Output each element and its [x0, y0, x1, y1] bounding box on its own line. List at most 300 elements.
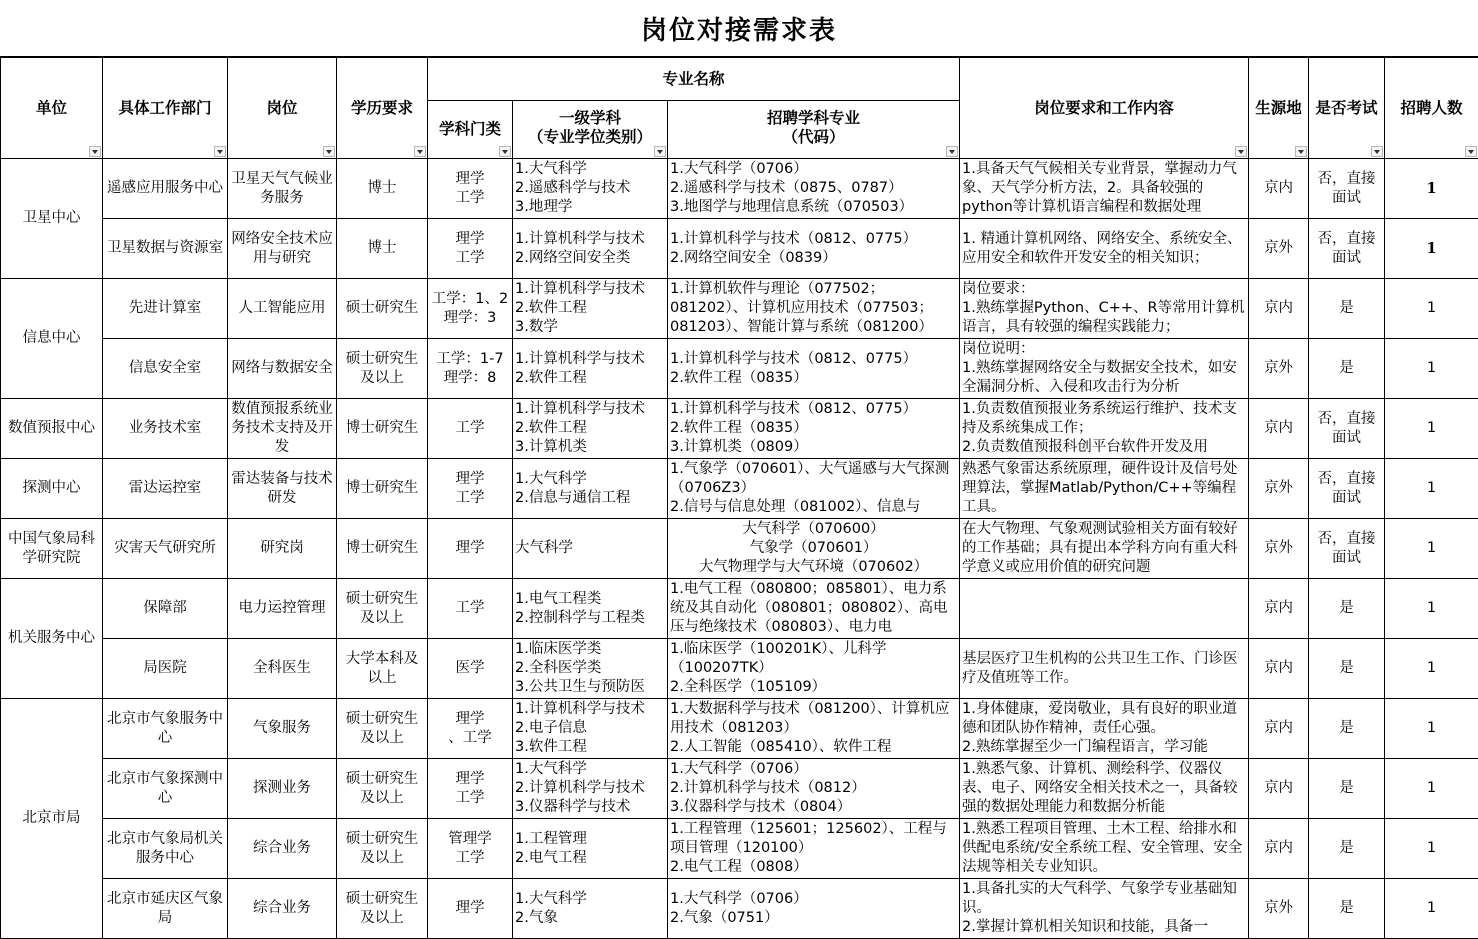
requirements-cell-text: 岗位要求： 1.熟练掌握Python、C++、R等常用计算机语言，具有较强的编程实践能力；	[962, 281, 1245, 335]
requirements-cell	[960, 399, 1249, 459]
exam-cell	[1309, 339, 1385, 399]
exam-cell	[1309, 519, 1385, 579]
level1-cell-text: 1.计算机科学与技术 2.网络空间安全类	[515, 230, 645, 266]
recruit-cell	[668, 699, 960, 759]
exam-cell	[1309, 759, 1385, 819]
dept-cell-text: 北京市气象局机关服务中心	[107, 830, 223, 866]
unit-cell	[1, 279, 103, 399]
recruit-cell	[668, 639, 960, 699]
category-cell-text: 理学	[455, 900, 485, 916]
category-cell-text: 医学	[455, 660, 485, 676]
category-cell	[428, 459, 513, 519]
filter-dropdown-edu[interactable]	[414, 146, 426, 157]
source-cell	[1249, 579, 1309, 639]
header-recruit: 招聘学科专业 （代码）	[668, 101, 960, 159]
level1-cell	[513, 639, 668, 699]
recruit-cell-text: 1.气象学（070601）、大气遥感与大气探测（0706Z3） 2.信号与信息处理（081002）、信息与	[670, 461, 950, 515]
count-cell-text: 1	[1426, 300, 1437, 316]
dept-cell	[103, 879, 228, 939]
source-cell-text: 京内	[1264, 300, 1294, 316]
category-cell-text: 理学 、工学	[448, 710, 492, 746]
post-cell-text: 数值预报系统业务技术支持及开发	[231, 401, 333, 455]
unit-cell	[1, 699, 103, 939]
recruit-cell	[668, 279, 960, 339]
post-cell	[228, 639, 337, 699]
requirements-cell	[960, 759, 1249, 819]
source-cell-text: 京内	[1264, 600, 1294, 616]
dept-cell-text: 北京市延庆区气象局	[107, 890, 223, 926]
requirements-cell	[960, 219, 1249, 279]
level1-cell	[513, 279, 668, 339]
count-cell	[1385, 879, 1478, 939]
source-cell-text: 京外	[1264, 480, 1294, 496]
category-cell	[428, 399, 513, 459]
count-cell	[1385, 399, 1478, 459]
dept-cell	[103, 819, 228, 879]
category-cell-text: 理学 工学	[455, 770, 485, 806]
requirements-cell-text: 1.熟悉气象、计算机、测绘科学、仪器仪表、电子、网络安全相关技术之一，具备较强的数据处理能力和数据分析能	[962, 761, 1238, 815]
edu-cell	[337, 759, 428, 819]
edu-cell-text: 博士研究生	[345, 540, 419, 556]
level1-cell-text: 1.电气工程类 2.控制科学与工程类	[515, 590, 645, 626]
recruit-cell	[668, 819, 960, 879]
source-cell	[1249, 759, 1309, 819]
source-cell-text: 京内	[1264, 180, 1294, 196]
filter-dropdown-requirements[interactable]	[1235, 146, 1247, 157]
source-cell	[1249, 879, 1309, 939]
level1-cell-text: 大气科学	[515, 540, 573, 556]
unit-cell-text: 信息中心	[22, 330, 81, 346]
table-row	[1, 639, 1478, 699]
edu-cell	[337, 879, 428, 939]
dept-cell-text: 先进计算室	[128, 300, 202, 316]
exam-cell-text: 是	[1339, 780, 1354, 796]
post-cell-text: 人工智能应用	[238, 300, 326, 316]
edu-cell	[337, 399, 428, 459]
count-cell	[1385, 279, 1478, 339]
recruit-cell-text: 1.计算机科学与技术（0812、0775） 2.软件工程（0835）	[670, 350, 918, 386]
count-cell	[1385, 219, 1478, 279]
level1-cell-text: 1.计算机科学与技术 2.软件工程	[515, 350, 645, 386]
header-count: 招聘人数	[1385, 58, 1478, 159]
level1-cell	[513, 699, 668, 759]
exam-cell-text: 是	[1339, 600, 1354, 616]
edu-cell	[337, 219, 428, 279]
unit-cell-text: 中国气象局科学研究院	[8, 530, 95, 566]
count-cell-text: 1	[1426, 840, 1437, 856]
exam-cell	[1309, 579, 1385, 639]
exam-cell	[1309, 159, 1385, 219]
level1-cell	[513, 879, 668, 939]
count-cell-text: 1	[1426, 420, 1437, 436]
exam-cell-text: 否，直接面试	[1317, 230, 1376, 266]
dept-cell	[103, 339, 228, 399]
exam-cell	[1309, 279, 1385, 339]
count-cell	[1385, 579, 1478, 639]
requirements-cell-text: 1. 精通计算机网络、网络安全、系统安全、应用安全和软件开发安全的相关知识；	[962, 230, 1242, 266]
unit-cell-text: 北京市局	[22, 810, 81, 826]
category-cell-text: 工学：1-7 理学：8	[436, 350, 504, 386]
source-cell	[1249, 699, 1309, 759]
category-cell	[428, 819, 513, 879]
level1-cell-text: 1.大气科学 2.计算机科学与技术 3.仪器科学与技术	[515, 761, 645, 815]
requirements-cell	[960, 279, 1249, 339]
post-cell	[228, 879, 337, 939]
category-cell	[428, 279, 513, 339]
source-cell	[1249, 219, 1309, 279]
level1-cell	[513, 339, 668, 399]
post-cell-text: 网络安全技术应用与研究	[231, 230, 333, 266]
edu-cell-text: 博士研究生	[345, 420, 419, 436]
count-cell-text: 1	[1426, 480, 1437, 496]
header-unit: 单位	[1, 58, 103, 159]
filter-dropdown-category[interactable]	[499, 146, 511, 157]
category-cell	[428, 579, 513, 639]
edu-cell-text: 博士研究生	[345, 480, 419, 496]
requirements-cell-text: 1.负责数值预报业务系统运行维护、技术支持及系统集成工作； 2.负责数值预报科创平台软件开发及用	[962, 401, 1237, 455]
dept-cell	[103, 759, 228, 819]
edu-cell	[337, 819, 428, 879]
category-cell	[428, 219, 513, 279]
source-cell	[1249, 399, 1309, 459]
dept-cell-text: 灾害天气研究所	[114, 540, 216, 556]
recruit-cell-text: 1.临床医学（100201K）、儿科学（100207TK） 2.全科医学（105109）	[670, 641, 887, 695]
dept-cell-text: 保障部	[143, 600, 187, 616]
post-cell	[228, 159, 337, 219]
count-cell-text: 1	[1426, 600, 1437, 616]
source-cell	[1249, 819, 1309, 879]
edu-cell	[337, 699, 428, 759]
category-cell-text: 理学 工学	[455, 170, 485, 206]
recruit-cell-text: 1.计算机软件与理论（077502；081202）、计算机应用技术（077503；081203）、智能计算与系统（081200）	[670, 281, 933, 335]
table-row	[1, 819, 1478, 879]
requirements-cell	[960, 519, 1249, 579]
post-cell-text: 全科医生	[253, 660, 311, 676]
header-requirements: 岗位要求和工作内容	[960, 58, 1249, 159]
requirements-cell	[960, 879, 1249, 939]
dept-cell	[103, 519, 228, 579]
category-cell-text: 理学 工学	[455, 230, 485, 266]
count-cell	[1385, 819, 1478, 879]
level1-cell	[513, 519, 668, 579]
filter-dropdown-level1[interactable]	[654, 146, 666, 157]
level1-cell-text: 1.工程管理 2.电气工程	[515, 830, 587, 866]
dept-cell	[103, 219, 228, 279]
edu-cell-text: 硕士研究生及以上	[345, 890, 419, 926]
source-cell	[1249, 159, 1309, 219]
edu-cell	[337, 279, 428, 339]
source-cell	[1249, 339, 1309, 399]
edu-cell	[337, 519, 428, 579]
post-cell	[228, 519, 337, 579]
post-cell-text: 综合业务	[253, 900, 311, 916]
dept-cell-text: 北京市气象探测中心	[107, 770, 223, 806]
requirements-cell-text: 基层医疗卫生机构的公共卫生工作、门诊医疗及值班等工作。	[962, 650, 1238, 686]
exam-cell-text: 否，直接面试	[1317, 410, 1376, 446]
requirements-cell	[960, 159, 1249, 219]
level1-cell	[513, 759, 668, 819]
post-cell	[228, 579, 337, 639]
table-row	[1, 219, 1478, 279]
recruit-cell-text: 1.大气科学（0706） 2.遥感科学与技术（0875、0787） 3.地图学与地理信息系统（070503）	[670, 161, 914, 215]
requirements-cell-text: 岗位说明： 1.熟练掌握网络安全与数据安全技术，如安全漏洞分析、入侵和攻击行为分析	[962, 341, 1237, 395]
requirements-cell-text: 熟悉气象雷达系统原理，硬件设计及信号处理算法，掌握Matlab/Python/C++等编程工具。	[962, 461, 1238, 515]
category-cell-text: 工学	[455, 420, 485, 436]
recruit-cell	[668, 459, 960, 519]
exam-cell	[1309, 699, 1385, 759]
dept-cell	[103, 279, 228, 339]
exam-cell	[1309, 639, 1385, 699]
table-row	[1, 279, 1478, 339]
unit-cell-text: 探测中心	[22, 480, 81, 496]
requirements-cell	[960, 459, 1249, 519]
source-cell-text: 京内	[1264, 720, 1294, 736]
source-cell	[1249, 279, 1309, 339]
requirements-cell	[960, 639, 1249, 699]
dept-cell-text: 雷达运控室	[128, 480, 202, 496]
edu-cell	[337, 339, 428, 399]
count-cell-text: 1	[1426, 360, 1437, 376]
job-requirements-table	[0, 57, 1478, 939]
source-cell-text: 京内	[1264, 840, 1294, 856]
post-cell-text: 雷达装备与技术研发	[231, 470, 333, 506]
post-cell	[228, 399, 337, 459]
post-cell-text: 综合业务	[253, 840, 311, 856]
edu-cell-text: 硕士研究生及以上	[345, 770, 419, 806]
dept-cell-text: 遥感应用服务中心	[107, 180, 223, 196]
dept-cell-text: 北京市气象服务中心	[107, 710, 223, 746]
table-row	[1, 579, 1478, 639]
header-edu: 学历要求	[337, 58, 428, 159]
edu-cell-text: 硕士研究生	[345, 300, 419, 316]
edu-cell-text: 硕士研究生及以上	[345, 830, 419, 866]
count-cell	[1385, 699, 1478, 759]
filter-dropdown-exam[interactable]	[1371, 146, 1383, 157]
post-cell	[228, 759, 337, 819]
exam-cell-text: 否，直接面试	[1317, 170, 1376, 206]
post-cell-text: 网络与数据安全	[231, 360, 333, 376]
dept-cell	[103, 639, 228, 699]
exam-cell	[1309, 219, 1385, 279]
header-exam: 是否考试	[1309, 58, 1385, 159]
requirements-cell-text: 1.具备天气气候相关专业背景，掌握动力气象、天气学分析方法，2。具备较强的python等计算机语言编程和数据处理	[962, 161, 1237, 215]
requirements-cell	[960, 579, 1249, 639]
count-cell-text: 1	[1426, 780, 1437, 796]
unit-cell	[1, 459, 103, 519]
source-cell-text: 京内	[1264, 660, 1294, 676]
filter-dropdown-source[interactable]	[1295, 146, 1307, 157]
count-cell	[1385, 519, 1478, 579]
unit-cell-text: 数值预报中心	[8, 420, 95, 436]
category-cell	[428, 519, 513, 579]
requirements-cell	[960, 699, 1249, 759]
recruit-cell-text: 大气科学（070600） 气象学（070601） 大气物理学与大气环境（070602）	[698, 521, 929, 575]
exam-cell-text: 是	[1339, 720, 1354, 736]
level1-cell	[513, 579, 668, 639]
table-row	[1, 459, 1478, 519]
recruit-cell-text: 1.计算机科学与技术（0812、0775） 2.软件工程（0835） 3.计算机类（0809）	[670, 401, 918, 455]
post-cell	[228, 339, 337, 399]
category-cell	[428, 159, 513, 219]
dept-cell	[103, 399, 228, 459]
dept-cell-text: 信息安全室	[128, 360, 202, 376]
edu-cell	[337, 639, 428, 699]
filter-dropdown-post[interactable]	[323, 146, 335, 157]
exam-cell	[1309, 819, 1385, 879]
source-cell-text: 京内	[1264, 780, 1294, 796]
filter-dropdown-recruit[interactable]	[946, 146, 958, 157]
requirements-cell	[960, 819, 1249, 879]
header-dept: 具体工作部门	[103, 58, 228, 159]
source-cell-text: 京内	[1264, 420, 1294, 436]
edu-cell-text: 博士	[367, 240, 397, 256]
count-cell	[1385, 159, 1478, 219]
category-cell	[428, 639, 513, 699]
filter-dropdown-unit[interactable]	[89, 146, 101, 157]
dept-cell	[103, 459, 228, 519]
level1-cell-text: 1.计算机科学与技术 2.软件工程 3.计算机类	[515, 401, 645, 455]
level1-cell-text: 1.大气科学 2.遥感科学与技术 3.地理学	[515, 161, 631, 215]
exam-cell	[1309, 399, 1385, 459]
count-cell-text: 1	[1426, 540, 1437, 556]
count-cell	[1385, 639, 1478, 699]
recruit-cell	[668, 519, 960, 579]
post-cell	[228, 819, 337, 879]
level1-cell	[513, 819, 668, 879]
level1-cell-text: 1.临床医学类 2.全科医学类 3.公共卫生与预防医	[515, 641, 645, 695]
edu-cell	[337, 579, 428, 639]
post-cell	[228, 219, 337, 279]
recruit-cell-text: 1.工程管理（125601；125602）、工程与项目管理（120100） 2.电气工程（0808）	[670, 821, 947, 875]
source-cell	[1249, 519, 1309, 579]
header-level1: 一级学科 （专业学位类别）	[513, 101, 668, 159]
category-cell-text: 理学 工学	[455, 470, 485, 506]
count-cell-text: 1	[1426, 180, 1437, 197]
edu-cell-text: 大学本科及以上	[345, 650, 419, 686]
exam-cell-text: 是	[1339, 360, 1354, 376]
header-post: 岗位	[228, 58, 337, 159]
exam-cell-text: 否，直接面试	[1317, 470, 1376, 506]
post-cell	[228, 459, 337, 519]
unit-cell	[1, 159, 103, 279]
recruit-cell-text: 1.大数据科学与技术（081200）、计算机应用技术（081203） 2.人工智能（085410）、软件工程	[670, 701, 950, 755]
dept-cell-text: 业务技术室	[128, 420, 202, 436]
header-source: 生源地	[1249, 58, 1309, 159]
count-cell-text: 1	[1426, 900, 1437, 916]
edu-cell-text: 硕士研究生及以上	[345, 590, 419, 626]
recruit-cell-text: 1.计算机科学与技术（0812、0775） 2.网络空间安全（0839）	[670, 230, 918, 266]
edu-cell-text: 硕士研究生及以上	[345, 350, 419, 386]
recruit-cell	[668, 159, 960, 219]
table-row	[1, 879, 1478, 939]
table-row	[1, 519, 1478, 579]
edu-cell	[337, 159, 428, 219]
dept-cell	[103, 699, 228, 759]
source-cell-text: 京外	[1264, 240, 1294, 256]
post-cell-text: 研究岗	[260, 540, 304, 556]
filter-dropdown-count[interactable]	[1465, 146, 1477, 157]
source-cell	[1249, 639, 1309, 699]
table-row	[1, 759, 1478, 819]
level1-cell-text: 1.大气科学 2.气象	[515, 890, 587, 926]
level1-cell	[513, 219, 668, 279]
requirements-cell-text: 1.身体健康，爱岗敬业，具有良好的职业道德和团队协作精神，责任心强。 2.熟练掌握至少一门编程语言，学习能	[962, 701, 1237, 755]
table-row	[1, 339, 1478, 399]
count-cell	[1385, 459, 1478, 519]
unit-cell-text: 机关服务中心	[8, 630, 95, 646]
category-cell	[428, 879, 513, 939]
recruit-cell-text: 1.大气科学（0706） 2.计算机科学与技术（0812） 3.仪器科学与技术（0804）	[670, 761, 866, 815]
table-row	[1, 699, 1478, 759]
edu-cell-text: 硕士研究生及以上	[345, 710, 419, 746]
level1-cell-text: 1.大气科学 2.信息与通信工程	[515, 470, 631, 506]
dept-cell	[103, 579, 228, 639]
recruit-cell	[668, 879, 960, 939]
source-cell	[1249, 459, 1309, 519]
filter-dropdown-dept[interactable]	[214, 146, 226, 157]
recruit-cell	[668, 219, 960, 279]
exam-cell-text: 是	[1339, 900, 1354, 916]
category-cell-text: 工学	[455, 600, 485, 616]
category-cell	[428, 339, 513, 399]
requirements-cell-text: 在大气物理、气象观测试验相关方面有较好的工作基础；具有提出本学科方向有重大科学意义或应用价值的研究问题	[962, 521, 1238, 575]
dept-cell-text: 卫星数据与资源室	[107, 240, 223, 256]
unit-cell-text: 卫星中心	[22, 210, 81, 226]
recruit-cell-text: 1.电气工程（080800；085801）、电力系统及其自动化（080801；080802）、高电压与绝缘技术（080803）、电力电	[670, 581, 948, 635]
count-cell	[1385, 339, 1478, 399]
exam-cell-text: 是	[1339, 300, 1354, 316]
unit-cell	[1, 399, 103, 459]
level1-cell-text: 1.计算机科学与技术 2.软件工程 3.数学	[515, 281, 645, 335]
post-cell-text: 卫星天气气候业务服务	[231, 170, 333, 206]
post-cell-text: 电力运控管理	[238, 600, 326, 616]
dept-cell	[103, 159, 228, 219]
count-cell	[1385, 759, 1478, 819]
post-cell-text: 气象服务	[253, 720, 311, 736]
level1-cell	[513, 159, 668, 219]
header-category: 学科门类	[428, 101, 513, 159]
post-cell-text: 探测业务	[253, 780, 311, 796]
requirements-cell-text: 1.具备扎实的大气科学、气象学专业基础知识。 2.掌握计算机相关知识和技能，具备一	[962, 881, 1237, 935]
exam-cell-text: 是	[1339, 660, 1354, 676]
source-cell-text: 京外	[1264, 540, 1294, 556]
count-cell-text: 1	[1426, 720, 1437, 736]
category-cell-text: 管理学 工学	[448, 830, 492, 866]
recruit-cell-text: 1.大气科学（0706） 2.气象（0751）	[670, 890, 808, 926]
post-cell	[228, 699, 337, 759]
post-cell	[228, 279, 337, 339]
dept-cell-text: 局医院	[143, 660, 187, 676]
category-cell	[428, 699, 513, 759]
count-cell-text: 1	[1426, 660, 1437, 676]
header-major-group: 专业名称	[428, 58, 960, 101]
recruit-cell	[668, 759, 960, 819]
exam-cell	[1309, 879, 1385, 939]
source-cell-text: 京外	[1264, 900, 1294, 916]
count-cell-text: 1	[1426, 240, 1437, 257]
table-row	[1, 159, 1478, 219]
category-cell	[428, 759, 513, 819]
table-row	[1, 399, 1478, 459]
exam-cell	[1309, 459, 1385, 519]
level1-cell	[513, 399, 668, 459]
level1-cell-text: 1.计算机科学与技术 2.电子信息 3.软件工程	[515, 701, 645, 755]
recruit-cell	[668, 579, 960, 639]
level1-cell	[513, 459, 668, 519]
page-title: 岗位对接需求表	[0, 0, 1478, 57]
unit-cell	[1, 579, 103, 699]
unit-cell	[1, 519, 103, 579]
